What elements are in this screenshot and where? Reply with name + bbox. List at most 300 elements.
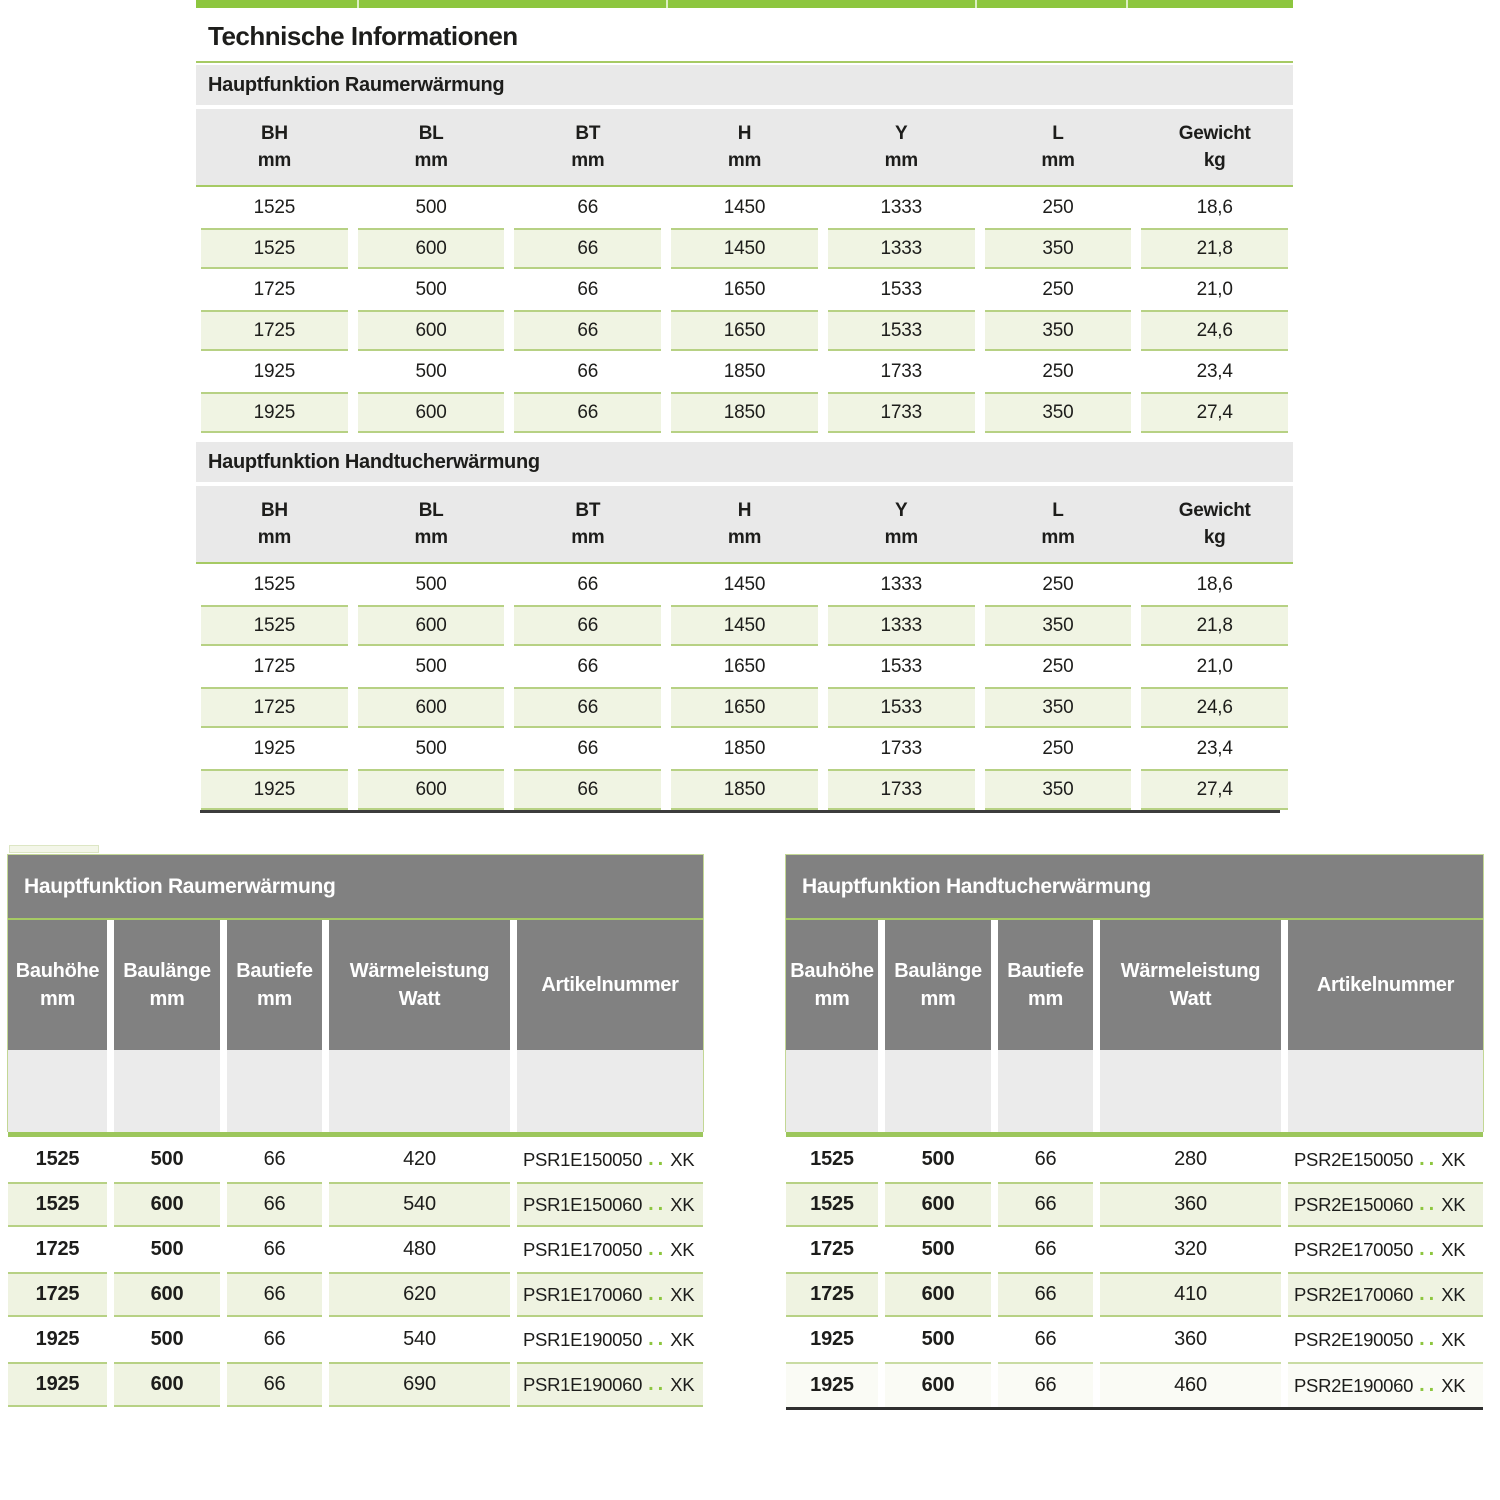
artikel-code: PSR2E170050 — [1294, 1238, 1414, 1260]
artikel-suffix: XK — [670, 1328, 695, 1350]
column-header — [114, 920, 220, 1050]
spec-cell — [196, 605, 353, 646]
spec-value: 1733 — [880, 737, 922, 759]
spec-value: 250 — [1042, 655, 1074, 677]
empty-spacer-row — [8, 1050, 703, 1132]
product-cell-bauhoehe — [8, 1137, 107, 1182]
empty-cell — [1288, 1050, 1483, 1132]
spec-cell — [666, 228, 823, 269]
spec-cell — [353, 351, 510, 392]
product-cell-bauhoehe — [8, 1182, 107, 1227]
artikelnummer — [1288, 1182, 1483, 1227]
column-label: Bautiefe — [236, 960, 313, 982]
artikelnummer — [517, 1137, 703, 1182]
bar-divider — [1126, 0, 1128, 8]
spec-value: 66 — [577, 655, 599, 677]
artikel-placeholder-dots: .. — [648, 1238, 668, 1260]
column-unit: mm — [727, 527, 762, 548]
column-header-h — [666, 109, 823, 185]
column-label: Artikelnummer — [1316, 974, 1455, 996]
spec-cell — [509, 310, 666, 351]
column-header-l — [980, 486, 1137, 562]
column-label: Y — [895, 500, 908, 521]
divider-line — [196, 61, 1293, 63]
product-cell-watt — [1100, 1272, 1281, 1317]
spec-value: 1450 — [671, 228, 818, 269]
product-row — [8, 1362, 703, 1407]
artikelnummer — [1288, 1227, 1483, 1272]
column-header-bl — [353, 109, 510, 185]
artikel-code: PSR2E150050 — [1294, 1148, 1414, 1170]
spec-cell — [509, 351, 666, 392]
product-cell-watt — [329, 1137, 510, 1182]
product-value: 500 — [150, 1148, 184, 1170]
product-cell-bautiefe — [998, 1317, 1093, 1362]
artikel-code: PSR2E190050 — [1294, 1328, 1414, 1350]
product-value: 420 — [403, 1148, 436, 1170]
artikel-code: PSR1E150060 — [523, 1193, 643, 1215]
product-cell-baulaenge — [114, 1272, 220, 1317]
artikel-placeholder-dots: .. — [648, 1373, 668, 1395]
empty-cell — [786, 1050, 878, 1132]
spec-value: 250 — [1042, 196, 1074, 218]
spec-cell — [196, 187, 353, 228]
section-title: Hauptfunktion Raumerwärmung — [208, 73, 505, 96]
bar-divider — [357, 0, 359, 8]
product-cell-watt — [329, 1182, 510, 1227]
product-cell-bautiefe — [227, 1227, 322, 1272]
spec-cell — [353, 187, 510, 228]
column-label: Wärmeleistung — [349, 960, 490, 982]
product-cell-bautiefe — [227, 1272, 322, 1317]
section-title-band — [196, 65, 1293, 105]
spec-row — [196, 687, 1293, 728]
artikel-code: PSR2E150060 — [1294, 1193, 1414, 1215]
spec-cell — [509, 687, 666, 728]
product-cell-watt — [329, 1272, 510, 1317]
spec-value: 350 — [985, 769, 1132, 810]
product-value: 360 — [1100, 1182, 1281, 1227]
product-cell-bauhoehe — [786, 1362, 878, 1407]
artikel-code: PSR2E190060 — [1294, 1374, 1414, 1396]
column-label: Wärmeleistung — [1120, 960, 1261, 982]
spec-value: 66 — [514, 687, 661, 728]
artikel-suffix: XK — [670, 1193, 695, 1215]
spec-value: 350 — [985, 605, 1132, 646]
spec-cell — [823, 687, 980, 728]
product-value: 1925 — [786, 1362, 878, 1407]
product-cell-artikelnummer — [517, 1362, 703, 1407]
spec-cell — [196, 392, 353, 433]
spec-value: 66 — [577, 573, 599, 595]
spec-cell — [196, 228, 353, 269]
product-cell-bautiefe — [998, 1362, 1093, 1407]
spec-cell — [823, 228, 980, 269]
artikel-suffix: XK — [670, 1283, 695, 1305]
column-unit: mm — [414, 527, 448, 548]
spec-value: 600 — [358, 310, 505, 351]
product-cell-bautiefe — [998, 1137, 1093, 1182]
artikelnummer — [517, 1272, 703, 1317]
product-row — [786, 1362, 1483, 1407]
product-value: 320 — [1174, 1238, 1207, 1260]
artikel-suffix: XK — [670, 1373, 695, 1395]
spec-cell — [823, 310, 980, 351]
column-label: BL — [418, 123, 444, 144]
spec-cell — [353, 605, 510, 646]
product-row — [786, 1137, 1483, 1182]
artikel-placeholder-dots: .. — [648, 1193, 668, 1215]
column-header-y — [823, 109, 980, 185]
spec-value: 500 — [415, 278, 447, 300]
column-header — [329, 920, 510, 1050]
spec-value: 66 — [577, 360, 599, 382]
spec-cell — [666, 769, 823, 810]
product-value: 600 — [114, 1362, 220, 1407]
product-cell-baulaenge — [114, 1362, 220, 1407]
artikel-suffix: XK — [670, 1238, 695, 1260]
spec-cell — [823, 728, 980, 769]
empty-cell — [1100, 1050, 1281, 1132]
column-unit: mm — [1041, 527, 1075, 548]
table-title-band — [8, 855, 703, 918]
column-label: BT — [575, 123, 601, 144]
product-value: 500 — [921, 1238, 955, 1260]
spec-cell — [1136, 605, 1293, 646]
artikel-suffix: XK — [1441, 1328, 1466, 1350]
spec-row — [196, 769, 1293, 810]
spec-cell — [353, 228, 510, 269]
column-header-row — [8, 920, 703, 1050]
spec-row — [196, 392, 1293, 433]
spec-cell — [1136, 310, 1293, 351]
bar-divider — [666, 0, 668, 8]
spec-value: 66 — [577, 196, 599, 218]
product-value: 500 — [150, 1238, 184, 1260]
spec-cell — [1136, 228, 1293, 269]
spec-value: 250 — [1042, 737, 1074, 759]
product-value: 66 — [227, 1362, 322, 1407]
spec-cell — [666, 392, 823, 433]
product-value: 360 — [1174, 1328, 1207, 1350]
spec-value: 66 — [514, 769, 661, 810]
spec-value: 600 — [358, 769, 505, 810]
product-cell-artikelnummer — [517, 1182, 703, 1227]
spec-cell — [1136, 646, 1293, 687]
spec-cell — [196, 687, 353, 728]
spec-value: 23,4 — [1196, 737, 1233, 759]
spec-value: 1525 — [253, 196, 296, 218]
product-row — [786, 1227, 1483, 1272]
product-cell-artikelnummer — [1288, 1317, 1483, 1362]
spec-cell — [980, 728, 1137, 769]
product-cell-artikelnummer — [1288, 1182, 1483, 1227]
column-unit: mm — [884, 527, 918, 548]
spec-cell — [1136, 351, 1293, 392]
spec-value: 66 — [577, 278, 599, 300]
spec-cell — [823, 646, 980, 687]
spec-cell — [823, 269, 980, 310]
product-value: 66 — [1034, 1238, 1057, 1260]
spec-cell — [196, 351, 353, 392]
product-cell-artikelnummer — [517, 1227, 703, 1272]
empty-cell — [227, 1050, 322, 1132]
column-header — [517, 920, 703, 1050]
product-cell-watt — [1100, 1317, 1281, 1362]
spec-row — [196, 351, 1293, 392]
spec-value: 1733 — [828, 392, 975, 433]
spec-cell — [1136, 728, 1293, 769]
empty-spacer-row — [786, 1050, 1483, 1132]
column-header-h — [666, 486, 823, 562]
artikel-code: PSR1E190060 — [523, 1373, 643, 1395]
spec-value: 66 — [514, 392, 661, 433]
spec-row — [196, 187, 1293, 228]
column-label: L — [1052, 123, 1064, 144]
product-value: 500 — [921, 1148, 955, 1170]
artikel-placeholder-dots: .. — [1419, 1374, 1439, 1396]
spec-value: 350 — [985, 392, 1132, 433]
artikel-placeholder-dots: .. — [648, 1148, 668, 1170]
spec-value: 250 — [1042, 360, 1074, 382]
product-value: 1525 — [8, 1182, 107, 1227]
product-value: 1525 — [810, 1148, 854, 1170]
product-value: 1925 — [35, 1328, 80, 1350]
print-artifact — [9, 845, 99, 853]
product-cell-watt — [1100, 1137, 1281, 1182]
spec-value: 600 — [358, 392, 505, 433]
product-value: 500 — [921, 1328, 955, 1350]
spec-value: 24,6 — [1141, 310, 1288, 351]
product-value: 66 — [1034, 1148, 1057, 1170]
product-value: 600 — [114, 1182, 220, 1227]
column-label: Gewicht — [1178, 500, 1251, 521]
product-row — [8, 1182, 703, 1227]
product-cell-artikelnummer — [517, 1272, 703, 1317]
spec-cell — [196, 646, 353, 687]
spec-cell — [196, 269, 353, 310]
spec-cell — [353, 310, 510, 351]
spec-row — [196, 728, 1293, 769]
product-value: 600 — [885, 1362, 991, 1407]
column-header-gewicht — [1136, 486, 1293, 562]
spec-value: 1925 — [253, 360, 296, 382]
spec-value: 1533 — [880, 655, 922, 677]
product-cell-baulaenge — [885, 1227, 991, 1272]
product-cell-bauhoehe — [786, 1272, 878, 1317]
spec-cell — [980, 351, 1137, 392]
spec-cell — [353, 769, 510, 810]
top-accent-bar — [196, 0, 1293, 8]
column-unit: mm — [884, 150, 918, 171]
product-value: 1925 — [810, 1328, 854, 1350]
spec-value: 1850 — [671, 392, 818, 433]
empty-cell — [998, 1050, 1093, 1132]
product-value: 1725 — [35, 1238, 80, 1260]
column-label: BL — [418, 500, 444, 521]
spec-cell — [1136, 687, 1293, 728]
spec-cell — [353, 269, 510, 310]
product-cell-bauhoehe — [8, 1362, 107, 1407]
column-unit: mm — [40, 988, 75, 1010]
spec-row — [196, 228, 1293, 269]
column-label: Baulänge — [894, 960, 982, 982]
column-header — [998, 920, 1093, 1050]
artikelnummer — [517, 1362, 703, 1407]
product-cell-bauhoehe — [786, 1227, 878, 1272]
spec-cell — [980, 269, 1137, 310]
column-unit: mm — [1028, 988, 1063, 1010]
column-unit: Watt — [398, 988, 441, 1010]
spec-value: 1333 — [828, 228, 975, 269]
column-unit: mm — [414, 150, 448, 171]
spec-cell — [196, 769, 353, 810]
spec-cell — [823, 605, 980, 646]
spec-value: 1525 — [253, 573, 296, 595]
spec-value: 1725 — [253, 278, 296, 300]
artikel-suffix: XK — [1441, 1374, 1466, 1396]
spec-value: 66 — [514, 310, 661, 351]
artikel-suffix: XK — [1441, 1193, 1466, 1215]
section-title: Hauptfunktion Handtucherwärmung — [208, 450, 540, 473]
column-unit: Watt — [1169, 988, 1212, 1010]
spec-cell — [509, 646, 666, 687]
spec-cell — [509, 269, 666, 310]
spec-cell — [980, 769, 1137, 810]
spec-value: 1450 — [723, 196, 766, 218]
product-cell-bautiefe — [227, 1317, 322, 1362]
spec-value: 500 — [415, 196, 447, 218]
spec-value: 1850 — [723, 360, 766, 382]
column-unit: mm — [257, 150, 291, 171]
artikel-suffix: XK — [1441, 1283, 1466, 1305]
column-label: BT — [575, 500, 601, 521]
table-title: Hauptfunktion Handtucherwärmung — [802, 874, 1151, 898]
spec-value: 1333 — [880, 573, 922, 595]
column-label: BH — [260, 500, 288, 521]
spec-row — [196, 605, 1293, 646]
spec-cell — [509, 605, 666, 646]
column-label: Bauhöhe — [790, 960, 874, 982]
column-unit: mm — [257, 527, 291, 548]
column-unit: mm — [571, 527, 605, 548]
spec-cell — [980, 187, 1137, 228]
column-header-y — [823, 486, 980, 562]
spec-cell — [509, 769, 666, 810]
product-row — [8, 1272, 703, 1317]
column-header-gewicht — [1136, 109, 1293, 185]
spec-value: 500 — [415, 737, 447, 759]
product-value: 540 — [329, 1182, 510, 1227]
artikel-suffix: XK — [670, 1148, 695, 1170]
bar-divider — [975, 0, 977, 8]
product-cell-bautiefe — [998, 1227, 1093, 1272]
spec-value: 600 — [358, 228, 505, 269]
column-unit: mm — [257, 988, 292, 1010]
column-label: Gewicht — [1178, 123, 1251, 144]
artikelnummer — [1288, 1362, 1483, 1407]
order-table-handtucherwaermung — [786, 855, 1483, 1410]
product-value: 66 — [227, 1182, 322, 1227]
empty-cell — [517, 1050, 703, 1132]
column-label: Artikelnummer — [541, 974, 679, 996]
product-value: 620 — [329, 1272, 510, 1317]
artikel-placeholder-dots: .. — [648, 1328, 668, 1350]
product-value: 500 — [150, 1328, 184, 1350]
artikelnummer — [1288, 1317, 1483, 1362]
section-title-band — [196, 442, 1293, 482]
spec-cell — [196, 728, 353, 769]
column-header-bt — [509, 486, 666, 562]
spec-cell — [196, 564, 353, 605]
product-value: 66 — [998, 1182, 1093, 1227]
spec-cell — [666, 187, 823, 228]
spec-value: 1650 — [723, 655, 766, 677]
table-header-block — [7, 854, 704, 1132]
spec-value: 500 — [415, 573, 447, 595]
spec-cell — [509, 728, 666, 769]
product-value: 280 — [1174, 1148, 1207, 1170]
spec-cell — [980, 646, 1137, 687]
spec-cell — [980, 564, 1137, 605]
spec-cell — [980, 392, 1137, 433]
spec-value: 350 — [985, 310, 1132, 351]
spec-value: 1533 — [880, 278, 922, 300]
spec-value: 27,4 — [1141, 769, 1288, 810]
spec-value: 1533 — [828, 310, 975, 351]
spec-cell — [1136, 392, 1293, 433]
product-cell-watt — [1100, 1182, 1281, 1227]
spec-value: 1733 — [880, 360, 922, 382]
page-title: Technische Informationen — [208, 21, 518, 51]
spec-value: 1333 — [880, 196, 922, 218]
product-cell-watt — [329, 1362, 510, 1407]
spec-value: 66 — [514, 228, 661, 269]
product-cell-bauhoehe — [8, 1272, 107, 1317]
spec-cell — [823, 351, 980, 392]
artikel-placeholder-dots: .. — [648, 1283, 668, 1305]
table-bottom-rule — [200, 810, 1280, 813]
artikel-placeholder-dots: .. — [1419, 1283, 1439, 1305]
spec-value: 21,8 — [1141, 228, 1288, 269]
spec-value: 21,0 — [1196, 278, 1233, 300]
spec-value: 1850 — [671, 769, 818, 810]
product-cell-bautiefe — [998, 1272, 1093, 1317]
column-unit: mm — [727, 150, 762, 171]
product-value: 1725 — [8, 1272, 107, 1317]
product-row — [786, 1317, 1483, 1362]
spec-value: 1450 — [671, 605, 818, 646]
spec-row — [196, 310, 1293, 351]
column-header — [227, 920, 322, 1050]
artikel-code: PSR1E170060 — [523, 1283, 643, 1305]
product-cell-baulaenge — [885, 1137, 991, 1182]
product-cell-watt — [1100, 1362, 1281, 1407]
product-cell-baulaenge — [885, 1362, 991, 1407]
product-value: 1725 — [810, 1238, 854, 1260]
spec-value: 27,4 — [1141, 392, 1288, 433]
spec-value: 1525 — [201, 228, 348, 269]
product-cell-artikelnummer — [1288, 1272, 1483, 1317]
spec-value: 23,4 — [1196, 360, 1233, 382]
product-cell-artikelnummer — [517, 1137, 703, 1182]
spec-value: 18,6 — [1196, 196, 1233, 218]
spec-value: 1650 — [671, 687, 818, 728]
spec-value: 500 — [415, 655, 447, 677]
spec-cell — [666, 269, 823, 310]
column-header-row — [196, 486, 1293, 562]
spec-value: 1725 — [253, 655, 296, 677]
